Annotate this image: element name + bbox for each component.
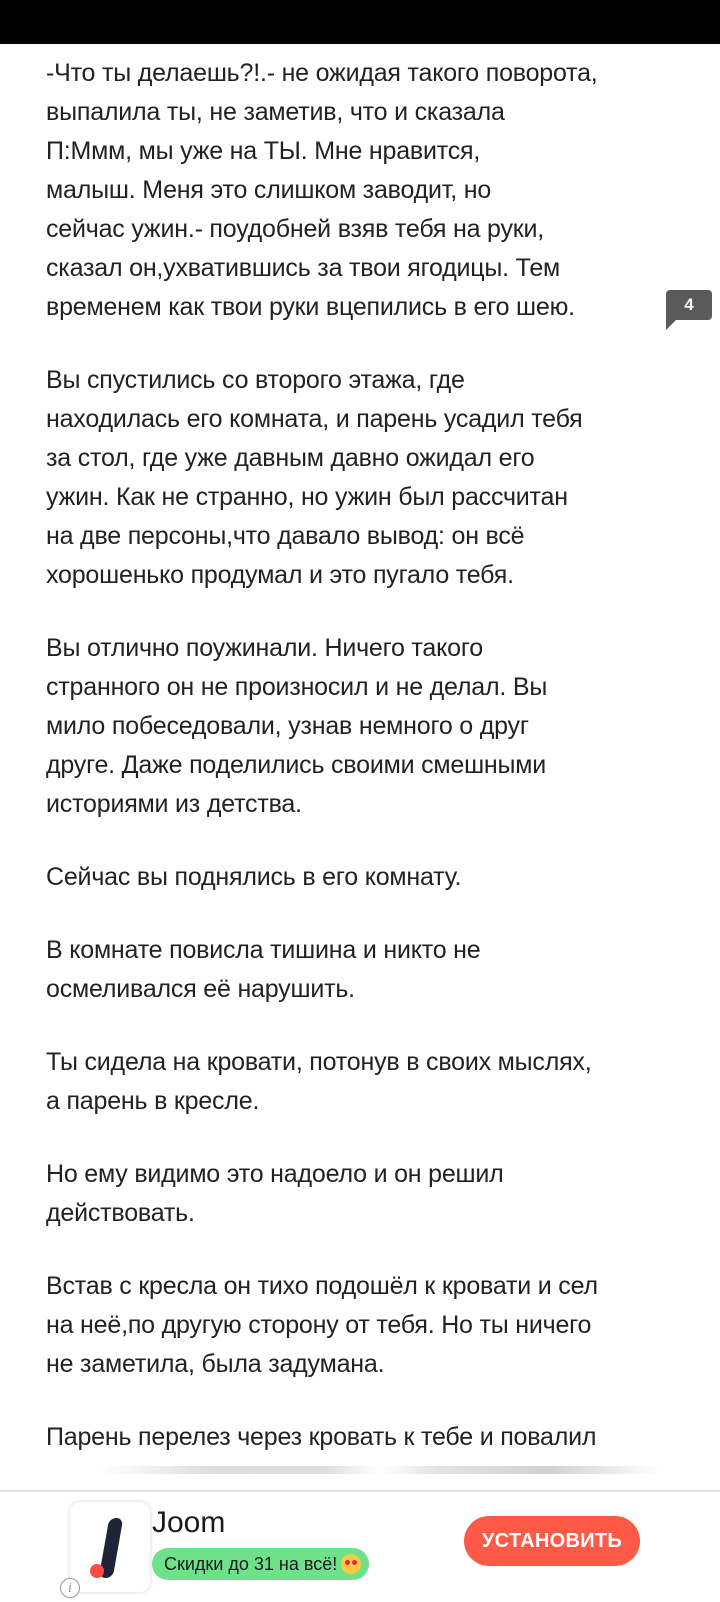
story-paragraph: Сейчас вы поднялись в его комнату. <box>46 863 462 891</box>
star-struck-emoji-icon <box>341 1554 361 1574</box>
story-paragraph: Вы спустились со второго этажа, где находилась его комната, и парень усадил тебя за стол, где уже давным давно ожидал его ужин. Как не странно, но ужин был рассчитан на две персоны,что давало вывод: он всё хорошенько продумал и это пугало тебя. <box>46 366 583 589</box>
status-bar <box>0 0 720 44</box>
story-paragraph: Ты сидела на кровати, потонув в своих мыслях, а парень в кресле. <box>46 1048 592 1115</box>
story-paragraph: Встав с кресла он тихо подошёл к кровати и сел на неё,по другую сторону от тебя. Но ты ничего не заметила, была задумана. <box>46 1272 598 1378</box>
ad-promo-badge <box>152 1548 369 1580</box>
ad-banner[interactable] <box>0 1490 720 1602</box>
ad-promo-text: Скидки до 31 на всё! <box>164 1554 338 1574</box>
content-fade-divider <box>100 1466 660 1474</box>
install-button[interactable]: УСТАНОВИТЬ <box>464 1516 640 1566</box>
joom-logo-icon[interactable] <box>70 1502 150 1592</box>
ad-info-icon[interactable]: i <box>60 1578 80 1598</box>
story-text <box>46 54 646 1491</box>
story-paragraph: Вы отлично поужинали. Ничего такого странного он не произносил и не делал. Вы мило побеседовали, узнав немного о друг друге. Даже поделились своими смешными историями из детства. <box>46 634 548 818</box>
story-paragraph: Парень перелез через кровать к тебе и повалил <box>46 1423 597 1451</box>
ad-app-title: Joom <box>152 1506 226 1539</box>
story-paragraph: -Что ты делаешь?!.- не ожидая такого поворота, выпалила ты, не заметив, что и сказала П:Ммм, мы уже на ТЫ. Мне нравится, малыш. Меня это слишком заводит, но сейчас ужин.- поудобней взяв тебя на руки, сказал он,ухватившись за твои ягодицы. Тем временем как твои руки вцепились в его шею. <box>46 59 598 321</box>
logo-dot <box>90 1564 104 1578</box>
story-paragraph: Но ему видимо это надоело и он решил действовать. <box>46 1160 504 1227</box>
story-paragraph: В комнате повисла тишина и никто не осмеливался её нарушить. <box>46 936 481 1003</box>
paragraph-comment-count-badge[interactable]: 4 <box>666 290 712 320</box>
